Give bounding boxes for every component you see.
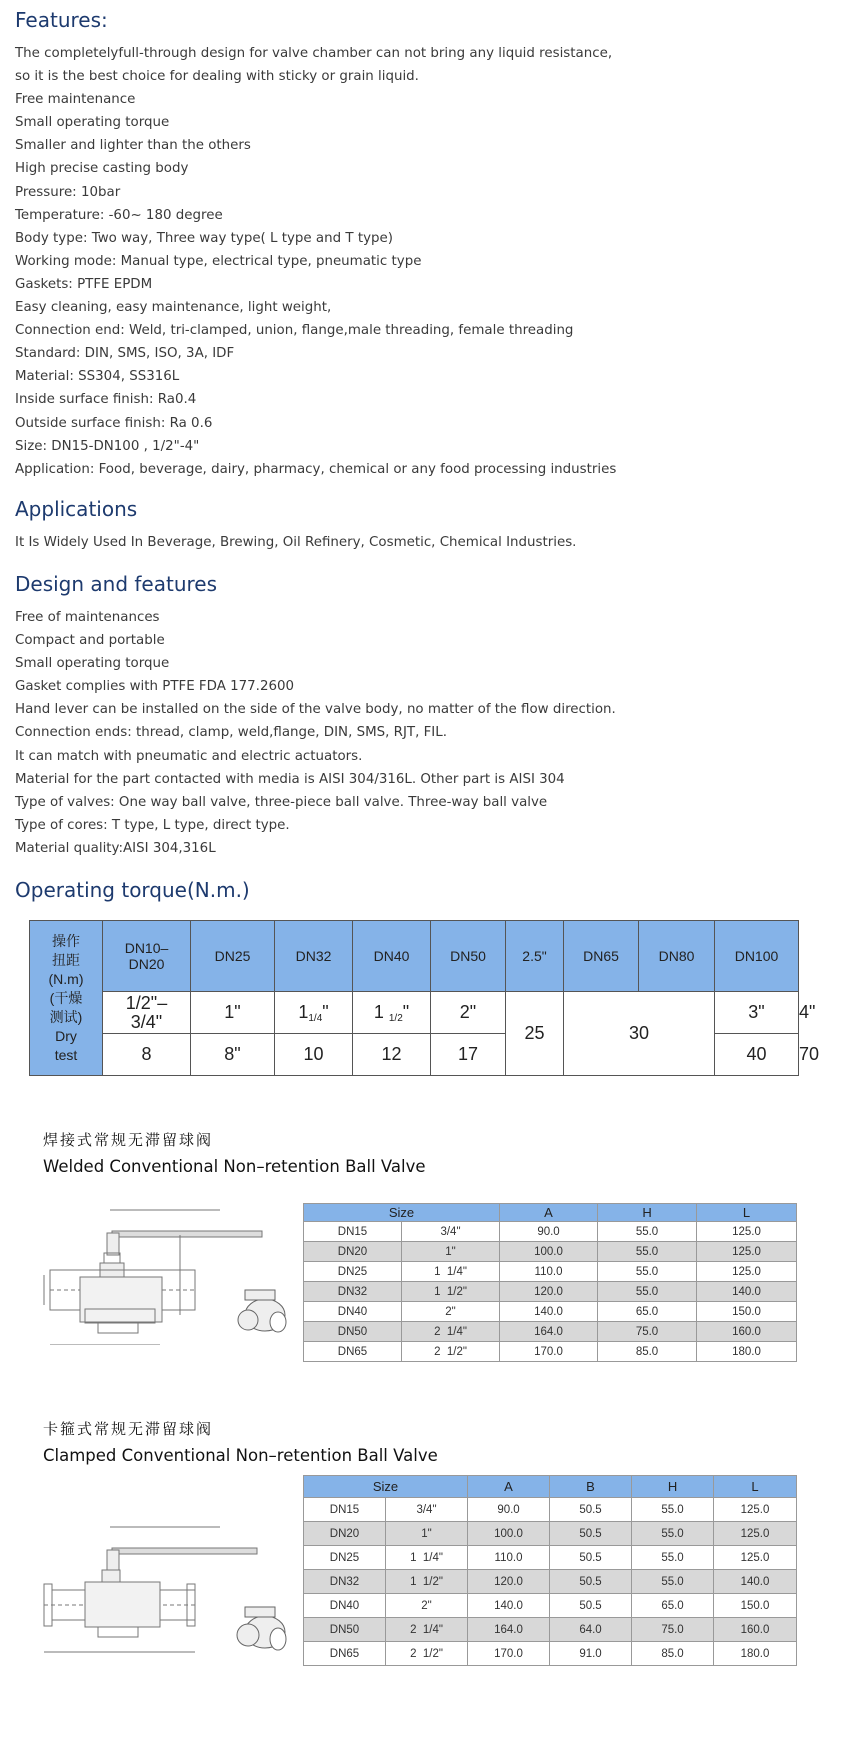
table-cell: DN65 <box>304 1342 402 1362</box>
design-line: Type of valves: One way ball valve, three-piece ball valve. Three-way ball valve <box>15 794 548 810</box>
table-cell: 1" <box>402 1242 500 1262</box>
torque-header-cell: DN100 <box>715 921 799 992</box>
torque-value-cell: 10 <box>275 1034 353 1076</box>
table-cell: 170.0 <box>468 1642 550 1666</box>
table-cell: 2" <box>386 1594 468 1618</box>
design-line: Free of maintenances <box>15 610 160 625</box>
table-cell: DN15 <box>304 1498 386 1522</box>
torque-header-cell: DN25 <box>191 921 275 992</box>
table-row <box>304 1322 797 1342</box>
torque-merged-cell: 25 <box>506 992 564 1076</box>
design-line: Material quality:AISI 304,316L <box>15 840 216 856</box>
table-cell: 140.0 <box>714 1570 797 1594</box>
torque-heading: Operating torque(N.m.) <box>15 878 250 902</box>
table-cell: 100.0 <box>468 1522 550 1546</box>
features-list <box>15 42 616 481</box>
table-cell: 2 1/2" <box>402 1342 500 1362</box>
table-row <box>304 1242 797 1262</box>
table-cell: 150.0 <box>697 1302 797 1322</box>
table-cell: 164.0 <box>500 1322 598 1342</box>
table-row <box>304 1546 797 1570</box>
torque-header-cell: 2.5" <box>506 921 564 992</box>
table-cell: DN50 <box>304 1322 402 1342</box>
table-cell: 100.0 <box>500 1242 598 1262</box>
torque-size-cell: 1 $_{1/2}$" <box>353 992 431 1034</box>
features-line: Pressure: 10bar <box>15 184 121 200</box>
torque-header-cell: DN65 <box>564 921 639 992</box>
table-cell: 50.5 <box>550 1594 632 1618</box>
features-line: The completelyfull-through design for valve chamber can not bring any liquid resistance, <box>15 46 613 61</box>
table-cell: 85.0 <box>632 1642 714 1666</box>
table-cell: 2 1/4" <box>402 1322 500 1342</box>
features-line: Working mode: Manual type, electrical type, pneumatic type <box>15 253 422 269</box>
features-line: Free maintenance <box>15 92 136 108</box>
table-cell: 1 1/2" <box>402 1282 500 1302</box>
table-cell: DN25 <box>304 1546 386 1570</box>
table-cell: 3/4" <box>402 1222 500 1242</box>
clamped-header-cell: A <box>468 1476 550 1498</box>
torque-size-cell: 3" <box>715 992 799 1034</box>
table-cell: 2 1/4" <box>386 1618 468 1642</box>
table-cell: 140.0 <box>500 1302 598 1322</box>
clamped-header-cell: H <box>632 1476 714 1498</box>
table-cell: 110.0 <box>468 1546 550 1570</box>
table-cell: DN25 <box>304 1262 402 1282</box>
table-cell: 65.0 <box>598 1302 697 1322</box>
features-line: High precise casting body <box>15 161 189 177</box>
applications-list <box>15 531 576 554</box>
table-cell: 160.0 <box>697 1322 797 1342</box>
features-line: Easy cleaning, easy maintenance, light weight, <box>15 300 332 316</box>
table-cell: 125.0 <box>697 1262 797 1282</box>
torque-value-cell: 12 <box>353 1034 431 1076</box>
table-cell: DN32 <box>304 1570 386 1594</box>
table-row <box>304 1570 797 1594</box>
table-row <box>304 1594 797 1618</box>
table-cell: 65.0 <box>632 1594 714 1618</box>
features-line: Inside surface finish: Ra0.4 <box>15 392 197 408</box>
welded-title-en: Welded Conventional Non–retention Ball Valve <box>43 1157 426 1176</box>
table-cell: 90.0 <box>468 1498 550 1522</box>
clamped-valve-drawing <box>40 1512 300 1662</box>
table-cell: 50.5 <box>550 1546 632 1570</box>
welded-header-cell: A <box>500 1204 598 1222</box>
welded-header-cell: Size <box>304 1204 500 1222</box>
design-line: Material for the part contacted with media is AISI 304/316L. Other part is AISI 304 <box>15 771 565 787</box>
table-cell: 85.0 <box>598 1342 697 1362</box>
table-cell: 180.0 <box>697 1342 797 1362</box>
design-line: Gasket complies with PTFE FDA 177.2600 <box>15 679 295 695</box>
clamped-header-cell: B <box>550 1476 632 1498</box>
torque-header-cell: DN32 <box>275 921 353 992</box>
design-line: Connection ends: thread, clamp, weld,flange, DIN, SMS, RJT, FIL. <box>15 725 447 741</box>
table-cell: 50.5 <box>550 1522 632 1546</box>
table-cell: 125.0 <box>714 1546 797 1570</box>
table-cell: 120.0 <box>468 1570 550 1594</box>
table-cell: 55.0 <box>632 1522 714 1546</box>
table-row <box>304 1618 797 1642</box>
table-cell: 3/4" <box>386 1498 468 1522</box>
table-cell: 50.5 <box>550 1498 632 1522</box>
features-line: Small operating torque <box>15 115 170 131</box>
design-line: Hand lever can be installed on the side of the valve body, no matter of the flow direction. <box>15 702 616 718</box>
table-cell: 110.0 <box>500 1262 598 1282</box>
torque-value-cell: 40 <box>715 1034 799 1076</box>
torque-value-cell: 17 <box>431 1034 506 1076</box>
design-line: Compact and portable <box>15 633 165 649</box>
torque-table: 操作 扭距 (N.m) (干燥 测试) Dry test DN10– DN20 DN25 DN32 DN40 DN50 2.5" DN65 DN80 DN100 1/2"– 3/4" 1" $1_{1/4}$" 1 $_{1/2}$" 2" 25 30 3" 4" 8 8" 10 12 17 40 70 <box>29 920 799 1076</box>
clamped-header-cell: L <box>714 1476 797 1498</box>
features-line: Application: Food, beverage, dairy, pharmacy, chemical or any food processing industries <box>15 461 617 477</box>
table-cell: 140.0 <box>697 1282 797 1302</box>
table-cell: 55.0 <box>632 1546 714 1570</box>
torque-merged-cell: 30 <box>564 992 715 1076</box>
applications-line: It Is Widely Used In Beverage, Brewing, Oil Refinery, Cosmetic, Chemical Industries. <box>15 535 577 550</box>
welded-valve-drawing <box>40 1205 300 1345</box>
table-cell: 1 1/4" <box>402 1262 500 1282</box>
table-cell: 90.0 <box>500 1222 598 1242</box>
features-line: Body type: Two way, Three way type( L type and T type) <box>15 230 393 246</box>
design-line: Type of cores: T type, L type, direct type. <box>15 817 290 833</box>
torque-value-cell: 8 <box>103 1034 191 1076</box>
table-cell: 55.0 <box>632 1570 714 1594</box>
features-heading: Features: <box>15 8 108 32</box>
features-line: Temperature: -60~ 180 degree <box>15 207 223 223</box>
welded-header-cell: L <box>697 1204 797 1222</box>
torque-header-cell: DN40 <box>353 921 431 992</box>
table-row <box>304 1282 797 1302</box>
clamped-title-en: Clamped Conventional Non–retention Ball Valve <box>43 1446 438 1465</box>
clamped-spec-table <box>303 1475 797 1666</box>
table-cell: DN40 <box>304 1302 402 1322</box>
table-cell: 125.0 <box>714 1498 797 1522</box>
table-cell: 1 1/4" <box>386 1546 468 1570</box>
table-cell: DN65 <box>304 1642 386 1666</box>
features-line: so it is the best choice for dealing with sticky or grain liquid. <box>15 69 419 85</box>
applications-heading: Applications <box>15 497 138 521</box>
table-cell: 150.0 <box>714 1594 797 1618</box>
design-line: It can match with pneumatic and electric actuators. <box>15 748 363 764</box>
table-cell: DN20 <box>304 1522 386 1546</box>
table-row <box>304 1222 797 1242</box>
table-cell: 170.0 <box>500 1342 598 1362</box>
table-cell: 2" <box>402 1302 500 1322</box>
torque-header-cell: DN80 <box>639 921 715 992</box>
table-cell: 160.0 <box>714 1618 797 1642</box>
table-row <box>304 1342 797 1362</box>
table-cell: 55.0 <box>632 1498 714 1522</box>
table-row <box>304 1642 797 1666</box>
table-cell: DN20 <box>304 1242 402 1262</box>
features-line: Material: SS304, SS316L <box>15 369 180 385</box>
torque-size-cell: $1_{1/4}$" <box>275 992 353 1034</box>
features-line: Standard: DIN, SMS, ISO, 3A, IDF <box>15 346 235 362</box>
table-cell: DN32 <box>304 1282 402 1302</box>
table-cell: 55.0 <box>598 1222 697 1242</box>
clamped-title-cn: 卡箍式常规无滞留球阀 <box>43 1420 214 1438</box>
table-cell: 164.0 <box>468 1618 550 1642</box>
table-cell: DN50 <box>304 1618 386 1642</box>
table-cell: 55.0 <box>598 1262 697 1282</box>
table-cell: DN15 <box>304 1222 402 1242</box>
table-row <box>304 1522 797 1546</box>
table-cell: 75.0 <box>632 1618 714 1642</box>
table-cell: 125.0 <box>697 1242 797 1262</box>
welded-header-cell: H <box>598 1204 697 1222</box>
table-cell: 75.0 <box>598 1322 697 1342</box>
features-line: Connection end: Weld, tri-clamped, union, flange,male threading, female threading <box>15 323 574 339</box>
table-cell: 91.0 <box>550 1642 632 1666</box>
table-cell: 55.0 <box>598 1242 697 1262</box>
features-line: Gaskets: PTFE EPDM <box>15 276 153 292</box>
clamped-header-cell: Size <box>304 1476 468 1498</box>
torque-value-cell: 8" <box>191 1034 275 1076</box>
torque-size-cell: 1/2"– 3/4" <box>103 992 191 1034</box>
table-cell: 55.0 <box>598 1282 697 1302</box>
features-line: Size: DN15-DN100 , 1/2"-4" <box>15 438 200 454</box>
table-row <box>304 1302 797 1322</box>
torque-header-cell: DN10– DN20 <box>103 921 191 992</box>
torque-size-cell: 2" <box>431 992 506 1034</box>
table-cell: 125.0 <box>697 1222 797 1242</box>
table-cell: 50.5 <box>550 1570 632 1594</box>
welded-spec-table <box>303 1203 797 1362</box>
design-heading: Design and features <box>15 572 218 596</box>
design-list <box>15 606 616 860</box>
table-cell: 1 1/2" <box>386 1570 468 1594</box>
torque-row-label: 操作 扭距 (N.m) (干燥 测试) Dry test <box>30 921 103 1076</box>
torque-header-cell: DN50 <box>431 921 506 992</box>
table-cell: 180.0 <box>714 1642 797 1666</box>
table-cell: DN40 <box>304 1594 386 1618</box>
table-cell: 2 1/2" <box>386 1642 468 1666</box>
table-cell: 120.0 <box>500 1282 598 1302</box>
table-cell: 1" <box>386 1522 468 1546</box>
features-line: Outside surface finish: Ra 0.6 <box>15 415 213 431</box>
design-line: Small operating torque <box>15 656 170 672</box>
table-cell: 140.0 <box>468 1594 550 1618</box>
table-row <box>304 1262 797 1282</box>
table-cell: 64.0 <box>550 1618 632 1642</box>
table-cell: 125.0 <box>714 1522 797 1546</box>
torque-size-cell: 1" <box>191 992 275 1034</box>
features-line: Smaller and lighter than the others <box>15 138 251 154</box>
welded-title-cn: 焊接式常规无滞留球阀 <box>43 1131 214 1149</box>
table-row <box>304 1498 797 1522</box>
